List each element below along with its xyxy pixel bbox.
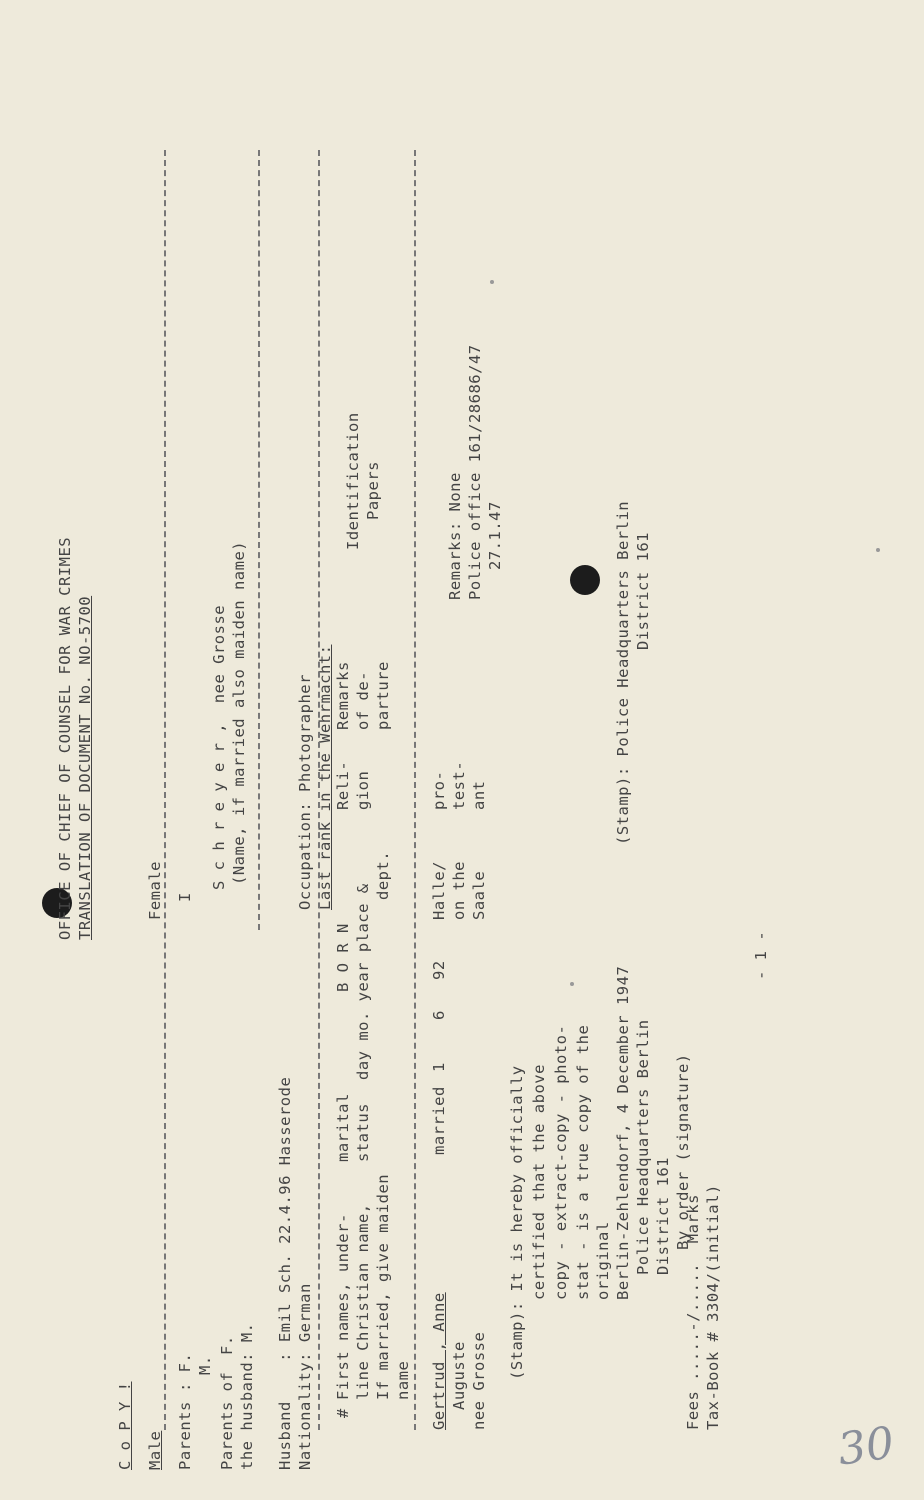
handwritten-number: 30 <box>834 1417 898 1476</box>
row-year: 92 <box>430 960 448 980</box>
divider <box>258 150 260 930</box>
row-name-2: Auguste <box>450 1341 468 1410</box>
surname: S c h r e y e r , nee Grosse <box>210 604 228 890</box>
parents-husband-label-1: Parents of <box>218 1371 236 1470</box>
header-line-1: OFFICE OF CHIEF OF COUNSEL FOR WAR CRIMES <box>56 536 74 940</box>
copy-label: C o P Y ! <box>116 1381 134 1470</box>
cert-line-5: original <box>594 1221 612 1300</box>
parents-husband-f: F. <box>218 1335 236 1355</box>
row-religion-3: ant <box>470 780 488 810</box>
name-caption: (Name, if married also maiden name) <box>230 540 248 885</box>
tax-book-line: Tax-Book # 3304/(initial) <box>704 1184 722 1430</box>
parents-label: Parents <box>176 1401 194 1470</box>
parents-f-value: : F. <box>176 1352 194 1392</box>
cert-line-4: stat - is a true copy of the <box>574 1024 592 1300</box>
cert-line-7: Police Headquarters Berlin <box>634 1019 652 1275</box>
row-marital: married <box>430 1086 448 1155</box>
stamp-right-line-1: (Stamp): Police Headquarters Berlin <box>614 500 632 845</box>
page-number: - 1 - <box>752 930 770 980</box>
divider <box>318 150 320 1430</box>
husband-line: Husband : Emil Sch. 22.4.96 Hasserode <box>276 1076 294 1470</box>
row-name-3: nee Grosse <box>470 1331 488 1430</box>
row-remarks-1: Remarks: None <box>446 472 464 600</box>
col-num: # <box>334 1408 352 1418</box>
col-remarks-3: parture <box>374 661 392 730</box>
col-first-names-2: line Christian name, <box>354 1203 372 1400</box>
sex-female: Female <box>146 861 164 920</box>
row-religion-2: test- <box>450 760 468 810</box>
header-line-2: TRANSLATION OF DOCUMENT No. NO-5700 <box>76 595 94 940</box>
col-first-names: First names, under- <box>334 1213 352 1400</box>
col-born: B O R N <box>334 923 352 992</box>
cert-line-3: copy - extract-copy - photo- <box>552 1024 570 1300</box>
row-place-1: Halle/ <box>430 861 448 920</box>
cert-line-9: By order (signature) <box>674 1053 692 1250</box>
col-identification: Identification <box>344 412 362 550</box>
col-religion-2: gion <box>354 770 372 810</box>
row-name-1: Gertrud , Anne <box>430 1292 448 1430</box>
col-religion: Reli- <box>334 760 352 810</box>
stamp-right-line-2: District 161 <box>634 532 652 650</box>
sex-male: Male <box>146 1430 164 1470</box>
parents-m-value: M. <box>196 1355 214 1375</box>
row-remarks-3: 27.1.47 <box>486 501 504 570</box>
row-place-3: Saale <box>470 870 488 920</box>
cert-line-1: (Stamp): It is hereby officially <box>508 1065 526 1380</box>
col-remarks-2: of de- <box>354 671 372 730</box>
cert-line-2: certified that the above <box>530 1064 548 1300</box>
col-born-sub-2: dept. <box>374 850 392 900</box>
cert-line-6: Berlin-Zehlendorf, 4 December 1947 <box>614 965 632 1300</box>
row-remarks-2: Police office 161/28686/47 <box>466 344 484 600</box>
parents-husband-label-2: the husband: M. <box>238 1322 256 1470</box>
cert-line-8: District 161 <box>654 1157 672 1275</box>
row-place-2: on the <box>450 861 468 920</box>
col-born-sub: day mo. year place & <box>354 883 372 1080</box>
row-day: 1 <box>430 1062 448 1072</box>
occupation-line-1: Occupation: Photographer <box>296 674 314 910</box>
col-first-names-3: If married, give maiden <box>374 1173 392 1400</box>
divider <box>164 150 166 1430</box>
row-month: 6 <box>430 1010 448 1020</box>
divider <box>414 150 416 1430</box>
col-identification-2: Papers <box>364 461 382 520</box>
col-first-names-4: name <box>394 1360 412 1400</box>
fees-line: Fees .....-/..... Marks <box>684 1194 702 1430</box>
occupation-line-2: Last rank in the Wehrmacht: <box>316 644 334 910</box>
col-marital: marital <box>334 1093 352 1162</box>
col-remarks: Remarks <box>334 661 352 730</box>
row-religion-1: pro- <box>430 770 448 810</box>
col-marital-2: status <box>354 1103 372 1162</box>
nationality-line: Nationality: German <box>296 1283 314 1470</box>
name-numeral: I <box>176 892 194 902</box>
